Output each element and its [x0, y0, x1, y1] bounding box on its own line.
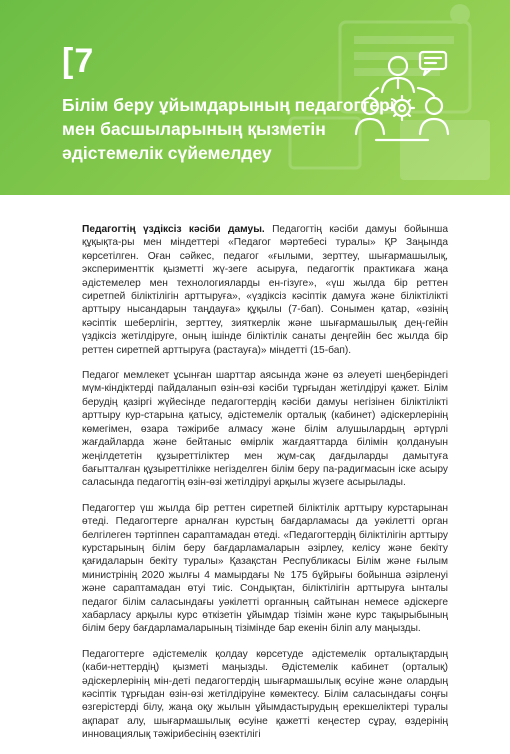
paragraph-heading: Педагогтің үздіксіз кәсіби дамуы.: [82, 224, 265, 235]
chapter-title-line: Білім беру ұйымдарының педагогтері: [62, 95, 395, 115]
chapter-body: [82, 223, 448, 754]
paragraph-text: Педагогтің кәсіби дамуы бойынша құқықта-ры мен міндеттері «Педагог мәртебесі туралы» ҚР Заңында көрсетілген. Оған сәйкес, педагог «ғылыми, зерттеу, шығармашылық, эксперименттік қызметті жү-зеге асыруға, педагогтік практикаға жаңа әдістемелер мен технологияларды ен-гізуге», «үш жылда бір реттен сиретпей біліктілігін арттыруға», «үздіксіз кәсіптік дамуға және біліктілікті арттыру нысандарын таңдауға» құқылы (7-бап). Сонымен қатар, «өзінің кәсіптік шеберлігін, зерттеу, зияткерлік және шығармашылық дең-гейін үздіксіз жетілдіруге, оның ішінде біліктілік санаты деңгейін бес жылда бір реттен сиретпей арттыруға (растауға)» міндетті (15-бап).: [82, 224, 448, 356]
chapter-title-line: мен басшыларының қызметін: [62, 119, 326, 139]
body-paragraph: [82, 223, 448, 357]
chapter-title-line: әдістемелік сүйемелдеу: [62, 143, 272, 163]
body-paragraph: Педагогтер үш жылда бір реттен сиретпей біліктілік арттыру курстарынан өтеді. Педагогтерге арналған курстың бағдарламасы да уәкілетті орган белгілеген тәртіппен сараптамадан өтеді. «Педагогтердің біліктілігін арттыру курстарының білім беру бағдарламаларын әзірлеу, келісу және бекіту қағидаларын бекіту туралы» Қазақстан Республикасы Білім және ғылым министрінің 2020 жылғы 4 мамырдағы № 175 бұйрығы бойынша әзірленуі және сараптамадан өтуі тиіс. Сондықтан, біліктілігін арттыруға ынталы педагог білім саласындағы уәкілетті органның сайтынан немесе әдіскерге хабарласу арқылы курс өткізетін ұйымдар тізімін және курс тақырыбының білім беру бағдарламаларының тізімінде бар екенін біліп алу маңызды.: [82, 502, 448, 635]
chapter-number: [7: [62, 42, 95, 80]
chapter-header: [0, 0, 510, 195]
chapter-title: [62, 93, 395, 165]
body-paragraph: Педагогтерге әдістемелік қолдау көрсетуде әдістемелік орталықтардың (каби-неттердің) қызметі маңызды. Әдістемелік кабинет (орталық) әдіскерлерінің мін-деті педагогтердің шығармашылық өсуіне және олардың кәсіптік тұрғыдан өзін-өзі жетілдіруіне көмектесу. Білім саласындағы соңғы өзгерістерді білу, жаңа оқу жылын ұйымдастырудың ерекшеліктері туралы ақпарат алу, шығармашылық өсуіне қажетті кеңестер сұрау, өздерінің инновациялық тәжірибесінің өзектілігі: [82, 648, 448, 741]
body-paragraph: Педагог мемлекет ұсынған шарттар аясында және өз әлеуеті шеңберіндегі мүм-кіндіктерді пайдаланып өзін-өзі кәсіби тұрғыдан жетілдіруі қажет. Білім берудің қазіргі жүйесінде педагогтердің кәсіби дамуы негізінен біліктілікті арттыру кур-старына қатысу, әдістемелік орталық (кабинет) әдіскерлерінің көмегімен, өзара тәжірибе алмасу және білім алушылардың әртүрлі жағдайларда және бейтаныс өмірлік жағдаяттарда білімін қолдануын жеңілдететін құзыреттіліктер мен жұм-сақ дағдыларды дамытуға бағытталған құзыреттілікке негізделген білім беру па-радигмасын іске асыру саласында педагогтің өзін-өзі жетілдіруі арқылы жүзеге асырылады.: [82, 370, 448, 489]
team-meeting-icon: [348, 48, 456, 144]
